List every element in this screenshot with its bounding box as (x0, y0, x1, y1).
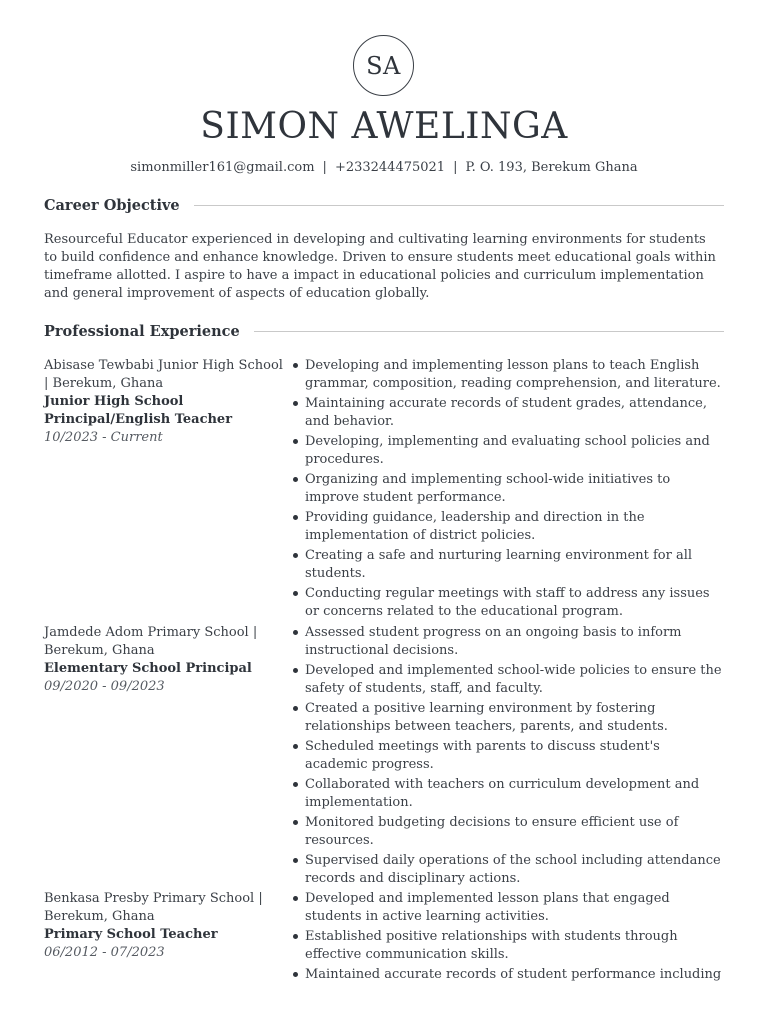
contact-line (0, 160, 768, 175)
job-bullet: Developing, implementing and evaluating school policies and procedures. (291, 433, 724, 469)
job-bullet: Scheduled meetings with parents to discuss student's academic progress. (291, 738, 724, 774)
job-company: Benkasa Presby Primary School | Berekum, Ghana (44, 891, 263, 924)
career-objective-heading: Career Objective (44, 196, 180, 214)
job-bullet: Monitored budgeting decisions to ensure efficient use of resources. (291, 814, 724, 850)
job-bullet: Maintaining accurate records of student grades, attendance, and behavior. (291, 395, 724, 431)
candidate-name: SIMON AWELINGA (200, 106, 568, 147)
career-objective-header (44, 195, 724, 215)
contact-separator: | (453, 160, 458, 175)
professional-experience-heading: Professional Experience (44, 322, 240, 340)
professional-experience-header (44, 321, 724, 341)
job-title: Primary School Teacher (44, 927, 218, 942)
job-title: Elementary School Principal (44, 661, 252, 676)
job-title: Junior High School Principal/English Teacher (44, 394, 233, 427)
job-bullet: Organizing and implementing school-wide initiatives to improve student performance. (291, 471, 724, 507)
section-divider (254, 331, 724, 332)
job-bullet: Supervised daily operations of the school including attendance records and disciplinary actions. (291, 852, 724, 888)
job-bullet: Conducting regular meetings with staff to address any issues or concerns related to the educational program. (291, 585, 724, 621)
job-bullet: Developed and implemented lesson plans that engaged students in active learning activities. (291, 890, 724, 926)
job-bullet: Assessed student progress on an ongoing basis to inform instructional decisions. (291, 624, 724, 660)
job-dates: 10/2023 - Current (44, 430, 163, 445)
job-meta (44, 624, 284, 696)
job-company: Abisase Tewbabi Junior High School | Berekum, Ghana (44, 358, 283, 391)
job-meta (44, 890, 284, 962)
job-bullet: Maintained accurate records of student performance including (291, 966, 724, 984)
job-bullet: Developing and implementing lesson plans to teach English grammar, composition, reading comprehension, and literature. (291, 357, 724, 393)
job-bullet: Collaborated with teachers on curriculum development and implementation. (291, 776, 724, 812)
contact-email: simonmiller161@gmail.com (130, 160, 315, 175)
job-bullet: Developed and implemented school-wide policies to ensure the safety of students, staff, and faculty. (291, 662, 724, 698)
job-meta (44, 357, 284, 447)
job-company: Jamdede Adom Primary School | Berekum, Ghana (44, 625, 258, 658)
job-dates: 06/2012 - 07/2023 (44, 945, 165, 960)
contact-separator: | (322, 160, 327, 175)
career-objective-text: Resourceful Educator experienced in developing and cultivating learning environments for students to build confidence and enhance knowledge. Driven to ensure students meet educational goals within timeframe allotted. I aspire to have a impact in educational policies and curriculum implementation and general improvement of aspects of education globally. (44, 232, 716, 301)
contact-phone: +233244475021 (334, 160, 446, 175)
job-bullet: Creating a safe and nurturing learning environment for all students. (291, 547, 724, 583)
job-bullets (291, 890, 724, 986)
monogram-initials: SA (366, 51, 401, 80)
job-bullet: Providing guidance, leadership and direction in the implementation of district policies. (291, 509, 724, 545)
monogram-badge (353, 35, 414, 96)
job-dates: 09/2020 - 09/2023 (44, 679, 165, 694)
contact-address: P. O. 193, Berekum Ghana (465, 160, 638, 175)
job-bullet: Created a positive learning environment by fostering relationships between teachers, parents, and students. (291, 700, 724, 736)
section-divider (194, 205, 724, 206)
job-bullet: Established positive relationships with students through effective communication skills. (291, 928, 724, 964)
job-bullets (291, 624, 724, 890)
job-bullets (291, 357, 724, 623)
